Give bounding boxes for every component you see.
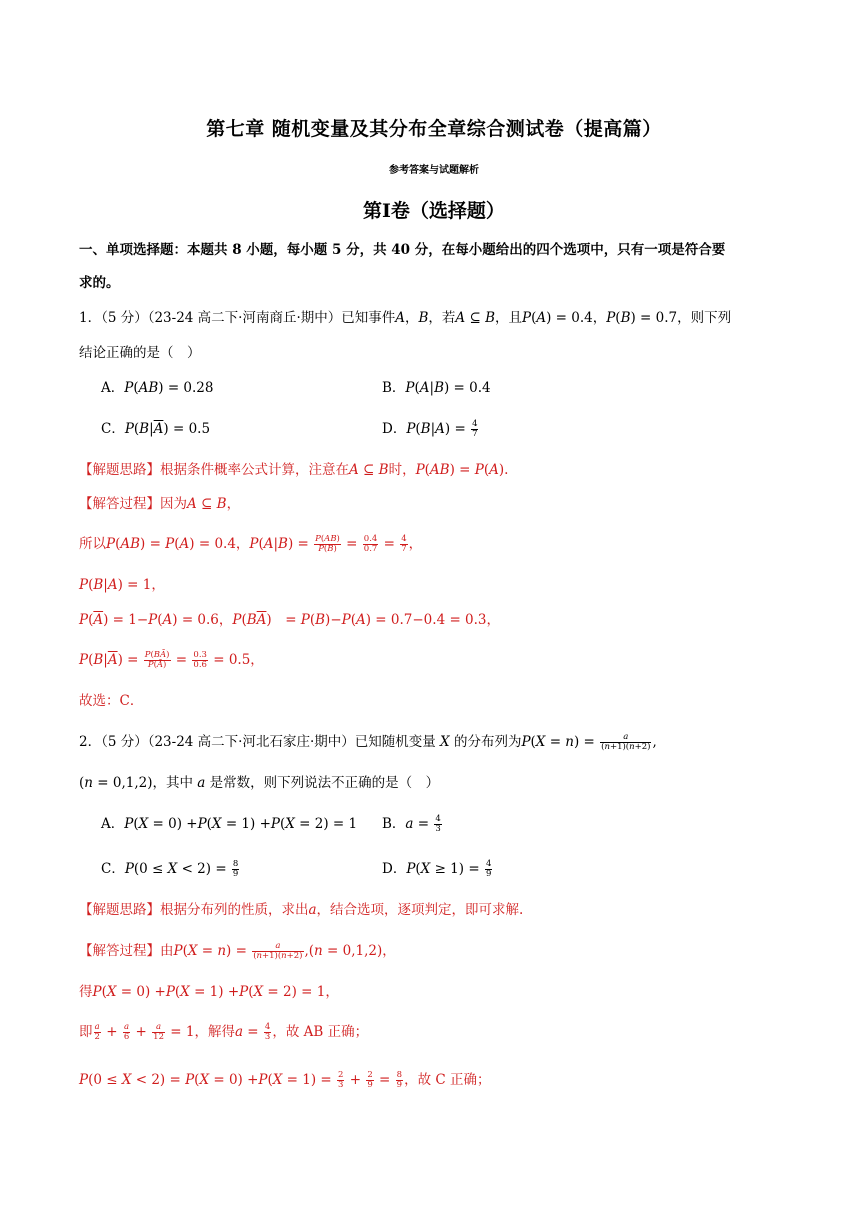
fraction-numerator: 8 [232, 859, 239, 869]
q2-step-3-pre: 𝑃(0 ≤ 𝑋 < 2) = 𝑃(𝑋 = 0) +𝑃(𝑋 = 1) = [79, 1072, 337, 1088]
q2-step-2 [79, 1023, 368, 1042]
q2-step-2-mid: = 1，解得𝑎 = [165, 1024, 263, 1040]
q1-option-c-pre: C．𝑃(𝐵| [101, 421, 154, 437]
q1-step-4-frac-1 [144, 651, 171, 670]
q1-step-1-end: ， [408, 536, 423, 552]
q1-step-3-bar2: 𝐴 [256, 612, 267, 628]
q1-step-3-b: ) = 1−𝑃(𝐴) = 0.6，𝑃(𝐵 [103, 612, 257, 628]
q2-stem-line2: (𝑛 = 0,1,2)，其中 𝑎 是常数，则下列说法不正确的是（ ） [79, 775, 440, 791]
q1-stem-line2: 结论正确的是（ ） [79, 345, 201, 361]
fraction-numerator: 𝑎 [94, 1022, 100, 1032]
equals-sign: = [374, 1072, 395, 1088]
page-subtitle: 参考答案与试题解析 [389, 165, 479, 176]
fraction-numerator: 𝑎 [124, 1022, 130, 1032]
q2-step-3-frac-2 [366, 1071, 373, 1090]
q1-step-4-end: = 0.5， [208, 652, 264, 668]
fraction-denominator: 9 [232, 869, 239, 879]
fraction-numerator: 4 [472, 419, 478, 429]
q1-option-c [101, 420, 210, 438]
q1-step-1-frac-1 [314, 535, 341, 554]
fraction-numerator: 𝑎 [152, 1023, 165, 1033]
q2-option-c-pre: C．𝑃(0 ≤ 𝑋 < 2) = [101, 861, 231, 877]
q1-option-d-pre: D．𝑃(𝐵|𝐴) = [382, 421, 471, 437]
q2-step-1: 得𝑃(𝑋 = 0) +𝑃(𝑋 = 1) +𝑃(𝑋 = 2) = 1， [79, 984, 339, 1000]
q2-option-d-pre: D．𝑃(𝑋 ≥ 1) = [382, 861, 484, 877]
fraction-denominator: 12 [153, 1032, 164, 1042]
fraction-denominator: 9 [396, 1080, 403, 1090]
q1-step-2: 𝑃(𝐵|𝐴) = 1， [79, 577, 165, 593]
fraction-numerator: 0.4 [363, 534, 378, 544]
q1-step-4 [79, 651, 264, 670]
fraction-numerator: 8 [396, 1070, 403, 1080]
fraction-denominator: 6 [123, 1032, 130, 1042]
q2-step-2-frac-2 [123, 1023, 130, 1042]
equals-sign: = [341, 536, 362, 552]
fraction-numerator: 𝑃(𝐴𝐵) [315, 534, 340, 544]
q2-process-fraction [252, 942, 303, 961]
q2-option-c-fraction [232, 860, 239, 879]
fraction-numerator: 0.3 [193, 650, 207, 660]
fraction-numerator: 2 [367, 1070, 373, 1080]
q2-process-end: ,(𝑛 = 0,1,2)， [304, 943, 396, 959]
q2-stem-fraction [600, 733, 651, 752]
fraction-numerator: 2 [338, 1070, 344, 1080]
fraction-numerator: 4 [264, 1022, 271, 1032]
q1-option-b: B．𝑃(𝐴|𝐵) = 0.4 [382, 380, 491, 396]
q2-process-pre: 【解答过程】由𝑃(𝑋 = 𝑛) = [79, 943, 252, 959]
q2-step-2-frac-3 [152, 1023, 165, 1042]
q1-option-d-fraction [471, 420, 478, 439]
fraction-denominator: 3 [435, 824, 441, 834]
fraction-numerator: 𝑎 [252, 942, 303, 952]
fraction-numerator: 4 [485, 859, 492, 869]
q1-step-1-pre: 所以𝑃(𝐴𝐵) = 𝑃(𝐴) = 0.4，𝑃(𝐴|𝐵) = [79, 536, 314, 552]
fraction-denominator: (𝑛+1)(𝑛+2) [253, 951, 303, 961]
q2-option-b [382, 815, 443, 834]
q1-solution-process: 【解答过程】因为𝐴 ⊆ 𝐵， [79, 496, 241, 512]
q2-option-d [382, 860, 493, 879]
fraction-denominator: 0.6 [193, 660, 207, 670]
volume-heading: 第Ⅰ卷（选择题） [363, 200, 505, 222]
fraction-denominator: 3 [264, 1032, 271, 1042]
q1-option-a: A．𝑃(𝐴𝐵) = 0.28 [101, 380, 214, 396]
fraction-denominator: 𝑃(𝐵) [318, 544, 337, 554]
fraction-denominator: 7 [472, 429, 478, 439]
q1-step-3-a: 𝑃( [79, 612, 94, 628]
section-heading-line2: 求的。 [79, 275, 120, 291]
q2-solution-process [79, 942, 396, 961]
fraction-numerator: 𝑎 [600, 733, 651, 743]
q2-step-3-end: ，故 C 正确； [404, 1072, 491, 1088]
fraction-denominator: 2 [94, 1032, 100, 1042]
q1-step-4-mid: ) = [117, 652, 143, 668]
fraction-numerator: 𝑃(𝐵𝐴̄) [144, 650, 170, 660]
q2-stem-line1-end: , [652, 734, 657, 750]
q1-step-1-frac-3 [400, 535, 407, 554]
fraction-denominator: 3 [338, 1080, 344, 1090]
fraction-numerator: 4 [401, 534, 407, 544]
plus-sign: + [101, 1024, 122, 1040]
q2-step-3-frac-3 [396, 1071, 403, 1090]
q2-option-b-pre: B．𝑎 = [382, 816, 434, 832]
q2-option-c [101, 860, 240, 879]
q1-solution-idea: 【解题思路】根据条件概率公式计算，注意在𝐴 ⊆ 𝐵时，𝑃(𝐴𝐵) = 𝑃(𝐴). [79, 462, 509, 478]
q1-option-c-bar: 𝐴 [153, 421, 164, 437]
q1-step-3 [79, 611, 500, 629]
plus-sign: + [131, 1024, 152, 1040]
fraction-denominator: 7 [401, 544, 407, 554]
q1-step-1-frac-2 [363, 535, 379, 554]
q1-step-4-pre: 𝑃(𝐵| [79, 652, 108, 668]
q2-step-2-frac-1 [94, 1023, 101, 1042]
equals-sign: = [379, 536, 400, 552]
equals-sign: = [171, 652, 192, 668]
q1-step-3-c: ) = 𝑃(𝐵)−𝑃(𝐴) = 0.7−0.4 = 0.3， [266, 612, 501, 628]
fraction-denominator: 9 [485, 869, 492, 879]
q1-step-4-frac-2 [192, 651, 208, 670]
q1-option-d [382, 420, 479, 439]
q2-solution-idea: 【解题思路】根据分布列的性质，求出𝑎，结合选项，逐项判定，即可求解. [79, 902, 524, 918]
q2-option-a: A．𝑃(𝑋 = 0) +𝑃(𝑋 = 1) +𝑃(𝑋 = 2) = 1 [101, 816, 358, 832]
q2-step-3 [79, 1071, 491, 1090]
q1-stem-line1: 1．（5 分）（23-24 高二下·河南商丘·期中）已知事件𝐴，𝐵，若𝐴 ⊆ 𝐵，且𝑃(𝐴) = 0.4，𝑃(𝐵) = 0.7，则下列 [79, 310, 732, 326]
q2-option-d-fraction [485, 860, 492, 879]
section-heading-line1: 一、单项选择题：本题共 8 小题，每小题 5 分，共 40 分，在每小题给出的四个选项中，只有一项是符合要 [79, 242, 726, 258]
fraction-numerator: 4 [435, 814, 441, 824]
fraction-denominator: 9 [367, 1080, 373, 1090]
plus-sign: + [345, 1072, 366, 1088]
q1-answer: 故选：C． [79, 693, 144, 709]
page-title: 第七章 随机变量及其分布全章综合测试卷（提高篇） [206, 118, 662, 140]
q1-step-4-bar: 𝐴 [107, 652, 118, 668]
q2-step-2-pre: 即 [79, 1024, 93, 1040]
q1-step-1 [79, 535, 422, 554]
fraction-denominator: (𝑛+1)(𝑛+2) [601, 742, 651, 752]
q2-step-2-end: ，故 AB 正确； [272, 1024, 369, 1040]
q2-step-3-frac-1 [337, 1071, 344, 1090]
fraction-denominator: 0.7 [363, 544, 378, 554]
q1-step-3-bar: 𝐴 [93, 612, 104, 628]
q2-step-2-frac-4 [264, 1023, 271, 1042]
q2-stem-line1-text: 2．（5 分）（23-24 高二下·河北石家庄·期中）已知随机变量 𝑋 的分布列为𝑃(𝑋 = 𝑛) = [79, 734, 600, 750]
q2-stem-line1 [79, 733, 657, 752]
q2-option-b-fraction [434, 815, 441, 834]
fraction-denominator: 𝑃(𝐴̄) [147, 660, 167, 670]
q1-option-c-post: ) = 0.5 [163, 421, 211, 437]
